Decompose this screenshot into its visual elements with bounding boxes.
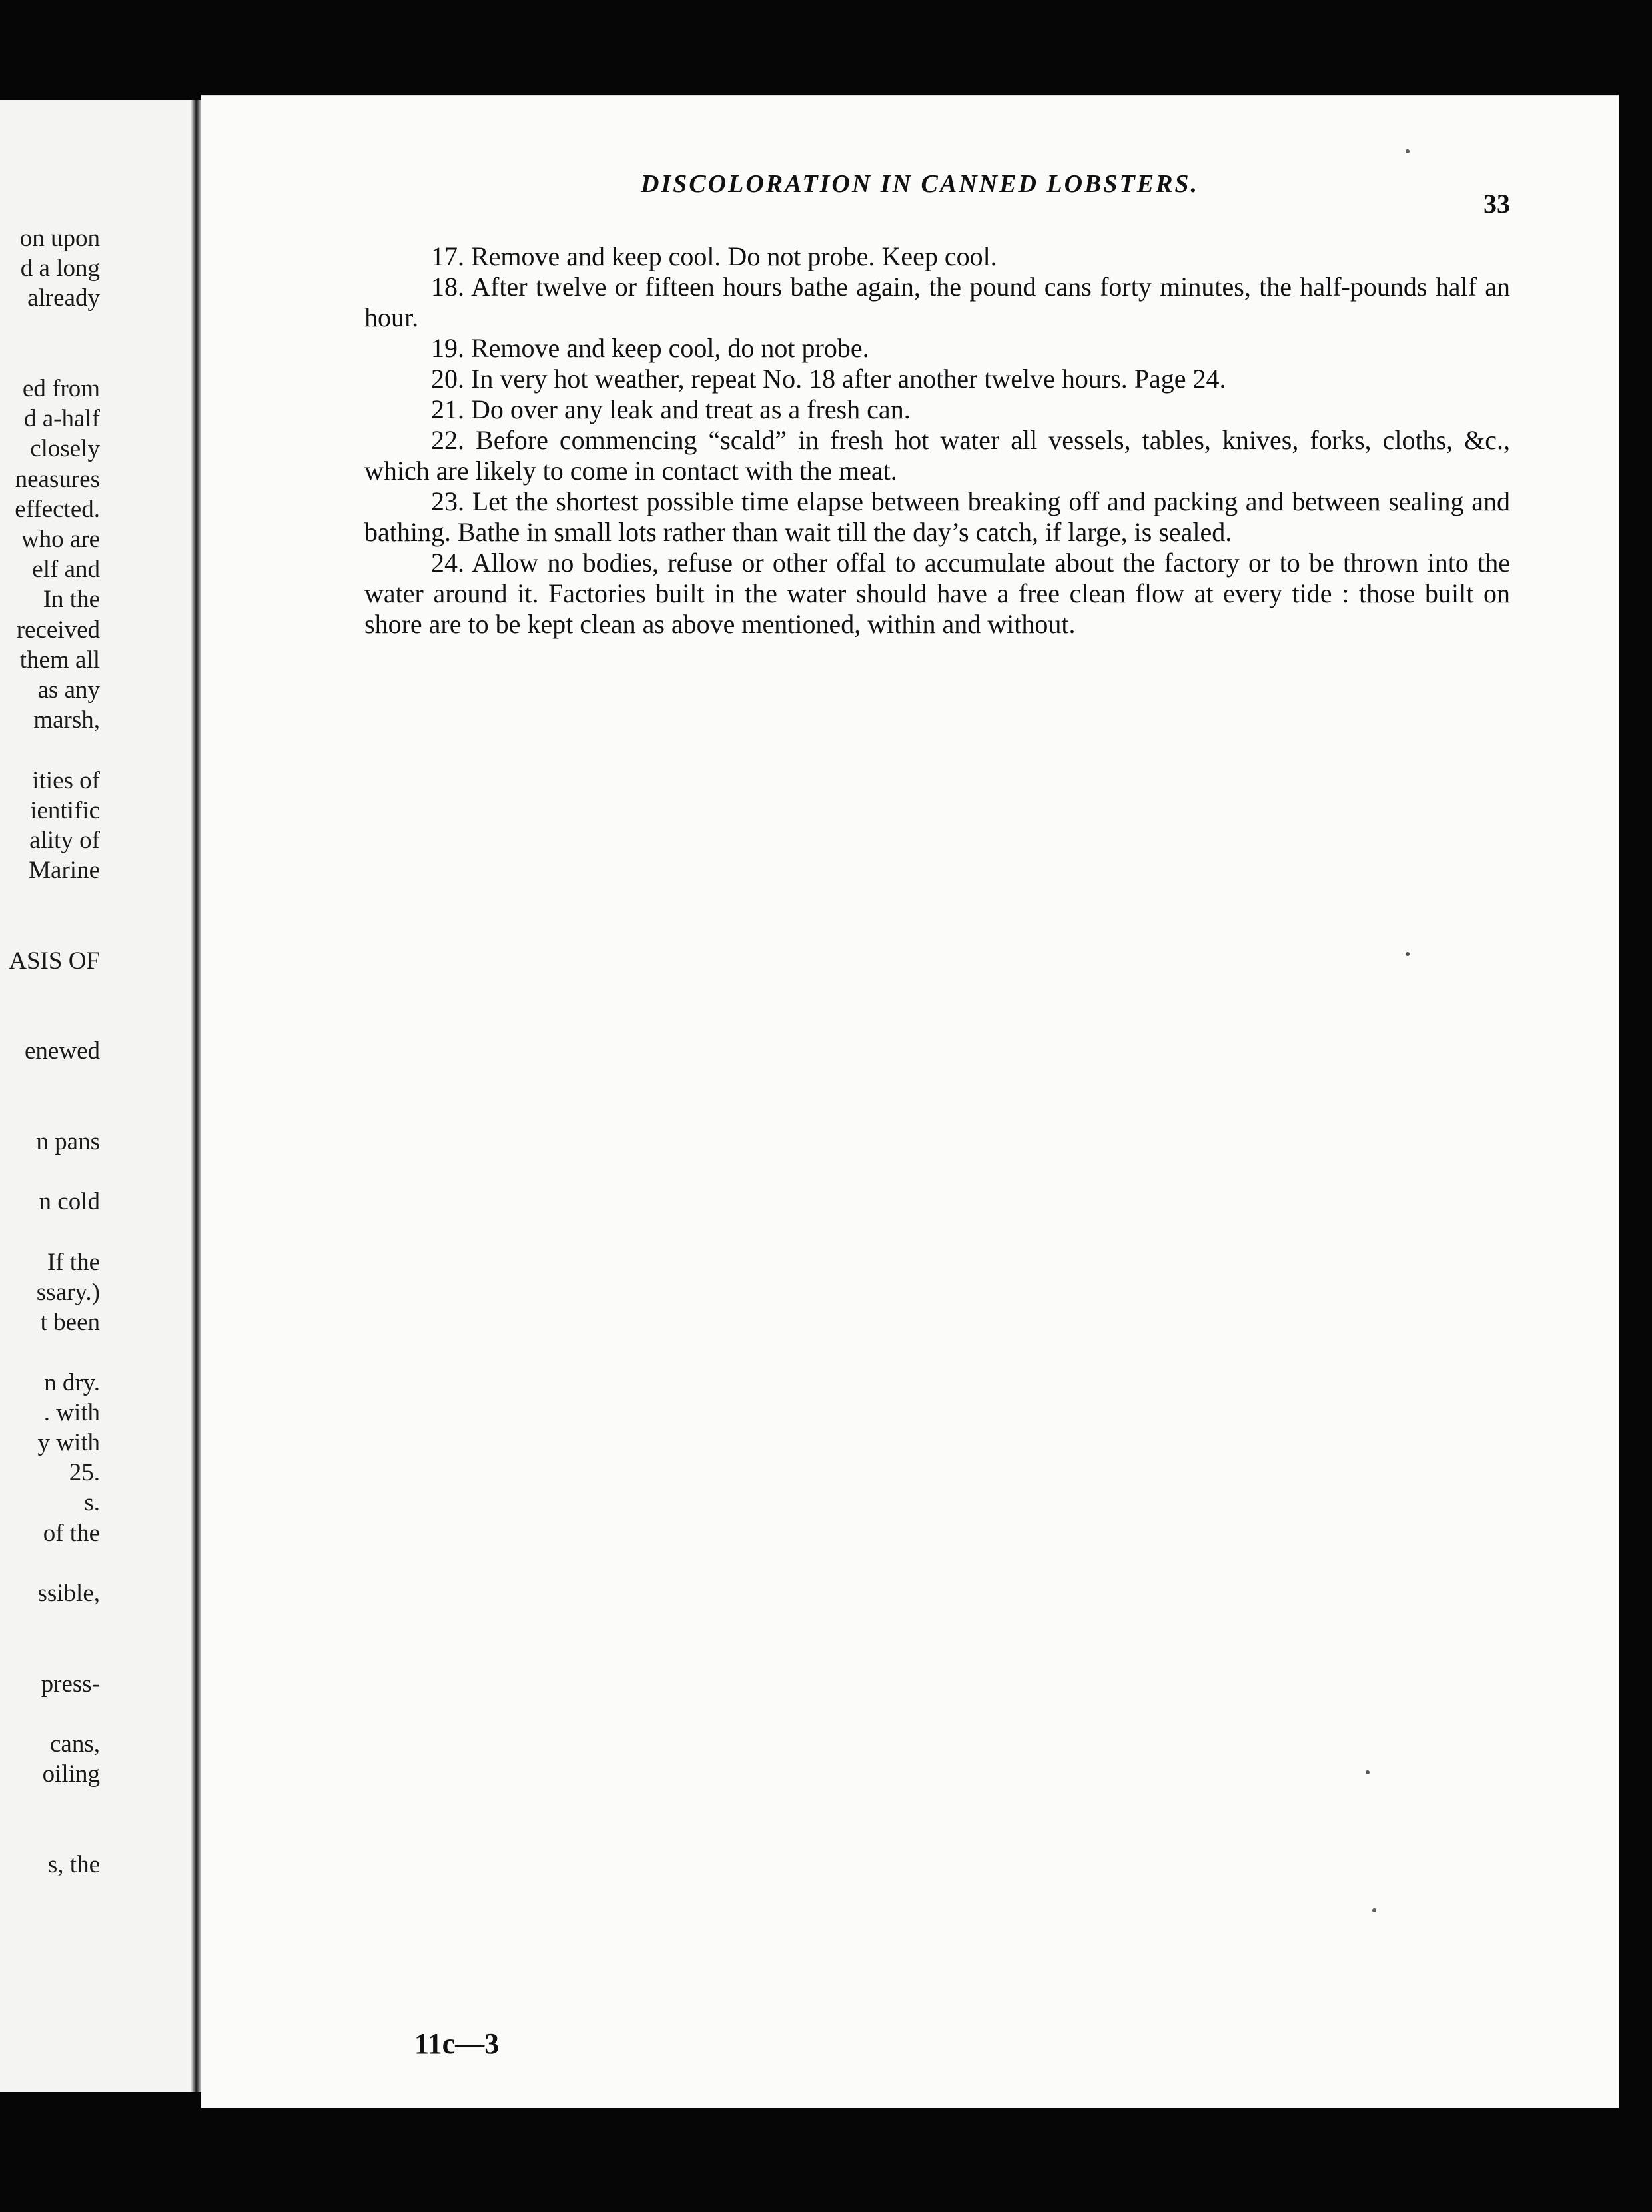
left-page-line: s. xyxy=(84,1489,100,1517)
left-page-line: effected. xyxy=(15,495,100,523)
left-page-line: s, the xyxy=(47,1850,100,1878)
left-page-line: y with xyxy=(37,1429,100,1456)
left-page-line: d a long xyxy=(20,255,100,282)
left-page-fragment xyxy=(0,100,200,2092)
left-page-line: them all xyxy=(19,646,100,674)
left-page-line: cans, xyxy=(50,1730,100,1758)
left-page-line: neasures xyxy=(15,465,100,493)
left-page-line: ed from xyxy=(22,375,100,402)
left-page-line: d a-half xyxy=(23,405,100,433)
print-speck xyxy=(1366,1770,1370,1774)
left-page-line: elf and xyxy=(32,556,100,584)
left-page-line: ality of xyxy=(29,827,100,854)
right-page xyxy=(201,95,1619,2108)
paragraph-24: 24. Allow no bodies, refuse or other offal to accumulate about the factory or to be thrown into the water around it. Factories built in the water should have a free clean flow at every tide : those built on shore are to be kept clean as above mentioned, within and without. xyxy=(364,548,1510,639)
paragraph-22: 22. Before commencing “scald” in fresh hot water all vessels, tables, knives, forks, cloths, &c., which are likely to come in contact with the meat. xyxy=(364,425,1510,486)
print-speck xyxy=(1406,952,1410,956)
left-page-line: on upon xyxy=(19,225,100,252)
left-page-line: ities of xyxy=(32,766,100,794)
printer-signature-mark: 11c—3 xyxy=(414,2027,500,2060)
print-speck xyxy=(1406,149,1410,153)
print-speck xyxy=(1372,1908,1376,1912)
paragraph-17: 17. Remove and keep cool. Do not probe. Keep cool. xyxy=(431,241,997,271)
left-page-line: received xyxy=(16,616,100,644)
left-page-line: of the xyxy=(43,1519,100,1547)
left-page-line: t been xyxy=(40,1309,100,1337)
left-page-line: press- xyxy=(41,1670,100,1698)
left-page-line: enewed xyxy=(25,1037,100,1065)
paragraph-19: 19. Remove and keep cool, do not probe. xyxy=(431,333,869,363)
left-page-line: n dry. xyxy=(44,1369,100,1396)
running-head: DISCOLORATION IN CANNED LOBSTERS. xyxy=(641,170,1200,198)
left-page-line: as any xyxy=(37,676,100,704)
body-text xyxy=(364,241,1510,640)
paragraph-18: 18. After twelve or fifteen hours bathe again, the pound cans forty minutes, the half-pounds half an hour. xyxy=(364,272,1510,332)
left-page-line: closely xyxy=(30,435,100,463)
left-page-line: ssible, xyxy=(37,1580,100,1607)
left-page-line: n cold xyxy=(39,1188,100,1216)
left-page-line: who are xyxy=(21,526,100,553)
left-page-line: 25. xyxy=(69,1459,100,1487)
left-page-line: ientific xyxy=(30,796,100,824)
left-page-line: marsh, xyxy=(33,706,100,734)
paragraph-23: 23. Let the shortest possible time elapse between breaking off and packing and between sealing and bathing. Bathe in small lots rather than wait till the day’s catch, if large, is sealed. xyxy=(364,486,1510,547)
left-page-line: Marine xyxy=(29,857,100,885)
left-page-line: . with xyxy=(43,1398,100,1426)
left-page-line: ssary.) xyxy=(36,1279,100,1306)
left-page-line: ASIS OF xyxy=(9,947,100,975)
left-page-line: If the xyxy=(47,1248,100,1276)
page-number: 33 xyxy=(1483,189,1510,219)
paragraph-20: 20. In very hot weather, repeat No. 18 after another twelve hours. Page 24. xyxy=(431,364,1226,394)
paragraph-21: 21. Do over any leak and treat as a fresh can. xyxy=(431,394,911,424)
left-page-line: oiling xyxy=(42,1760,100,1788)
left-page-line: n pans xyxy=(36,1128,100,1155)
left-page-line: In the xyxy=(43,586,100,614)
left-page-line: already xyxy=(27,284,100,312)
